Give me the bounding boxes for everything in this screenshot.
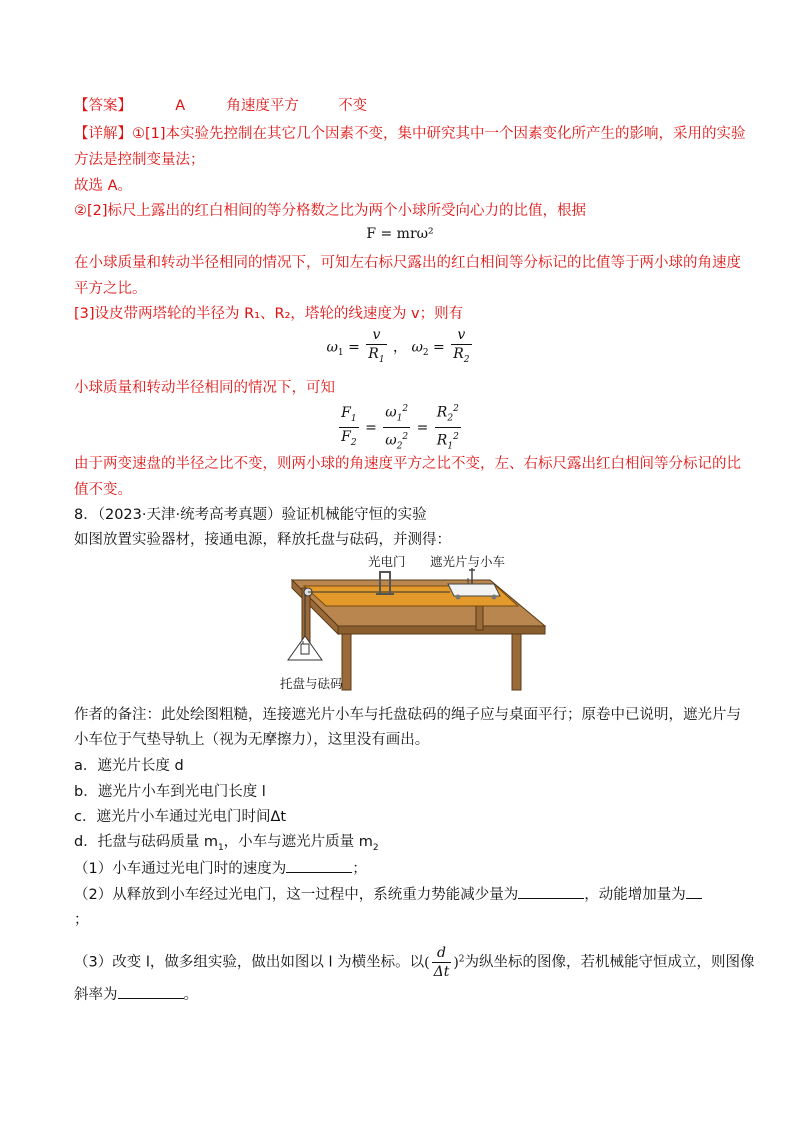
detail-line-9: 由于两变速盘的半径之比不变，则两小球的角速度平方之比不变，左、右标尺露出红白相间等分标记的比 — [74, 456, 741, 472]
detail-line-2: 方法是控制变量法； — [74, 152, 205, 168]
answer-3: 不变 — [338, 98, 368, 114]
question-header — [74, 505, 427, 525]
answer-label: 【答案】 — [74, 98, 132, 114]
answer-line — [74, 96, 367, 116]
detail-line-6: 平方之比。 — [74, 281, 147, 297]
label-tray: 托盘与砝码 — [280, 676, 343, 691]
item-b: b．遮光片小车到光电门长度 l — [74, 784, 266, 800]
answer-blank-2[interactable] — [518, 884, 584, 899]
subquestion-3-line-2: 斜率为 。 — [74, 984, 198, 1005]
note-line-2: 小车位于气垫导轨上（视为无摩擦力），这里没有画出。 — [74, 732, 430, 748]
question-intro: 如图放置实验器材，接通电源，释放托盘与砝码，并测得： — [74, 532, 451, 548]
table-leg-front-left — [342, 634, 351, 690]
label-photogate: 光电门 — [368, 554, 406, 569]
subquestion-3: （3）改变 l，做多组实验，做出如图以 l 为横坐标。以( $\frac{d}{\Delta t}$ )$^2$为纵坐标的图像，若机械能守恒成立，则图像 — [74, 945, 755, 980]
note-line-1: 作者的备注：此处绘图粗糙，连接遮光片小车与托盘砝码的绳子应与桌面平行；原卷中已说明，遮光片与 — [74, 707, 741, 723]
subquestion-2: （2）从释放到小车经过光电门，这一过程中，系统重力势能减少量为 ，动能增加量为 — [74, 884, 702, 905]
item-a: a．遮光片长度 d — [74, 758, 184, 774]
label-cart: 遮光片与小车 — [430, 554, 506, 569]
detail-line-7: [3]设皮带两塔轮的半径为 R₁、R₂，塔轮的线速度为 v；则有 — [74, 306, 464, 322]
detail-line-4: ②[2]标尺上露出的红白相间的等分格数之比为两个小球所受向心力的比值，根据 — [74, 203, 587, 219]
formula-centripetal: F = mrω² — [366, 226, 434, 242]
item-d: d．托盘与砝码质量 $m_1$，小车与遮光片质量 $m_2$ — [74, 834, 379, 853]
answer-blank-3[interactable] — [686, 884, 702, 899]
formula-ratio: $\frac{F_1}{F_2}$ = $\frac{\omega_1^2}{\omega_2^2}$ = $\frac{R_2^2}{R_1^2}$ — [0, 400, 800, 456]
detail-line-8: 小球质量和转动半径相同的情况下，可知 — [74, 380, 335, 396]
answer-blank-4[interactable] — [118, 984, 184, 999]
question-source: （2023·天津·统考高考真题）验证机械能守恒的实验 — [97, 507, 427, 523]
formula-velocity-squared: ( $\frac{d}{\Delta t}$ )$^2$ — [424, 945, 465, 980]
subquestion-2-tail: ； — [74, 912, 89, 928]
item-c: c．遮光片小车通过光电门时间Δt — [74, 809, 287, 825]
detail-line-1: 【详解】①[1]本实验先控制在其它几个因素不变，集中研究其中一个因素变化所产生的影响，采用的实验 — [74, 126, 746, 142]
detail-line-3: 故选 A。 — [74, 178, 133, 194]
detail-line-5: 在小球质量和转动半径相同的情况下，可知左右标尺露出的红白相间等分标记的比值等于两小球的角速度 — [74, 255, 741, 271]
detail-label: 【详解】 — [74, 126, 132, 142]
table-leg-front-right — [512, 634, 521, 690]
subquestion-1: （1）小车通过光电门时的速度为 ； — [74, 858, 367, 879]
table-edge — [338, 626, 545, 634]
cart-icon — [448, 584, 500, 596]
answer-1: A — [175, 98, 186, 114]
detail-line-10: 值不变。 — [74, 482, 132, 498]
answer-blank-1[interactable] — [286, 858, 352, 873]
answer-2: 角速度平方 — [226, 98, 299, 114]
weight-icon — [301, 644, 309, 654]
formula-omega: $\omega_1$ = $\frac{v}{R_1}$ ， $\omega_2$ = $\frac{v}{R_2}$ — [326, 327, 470, 365]
question-number: 8． — [74, 507, 98, 523]
experiment-figure — [280, 548, 550, 696]
